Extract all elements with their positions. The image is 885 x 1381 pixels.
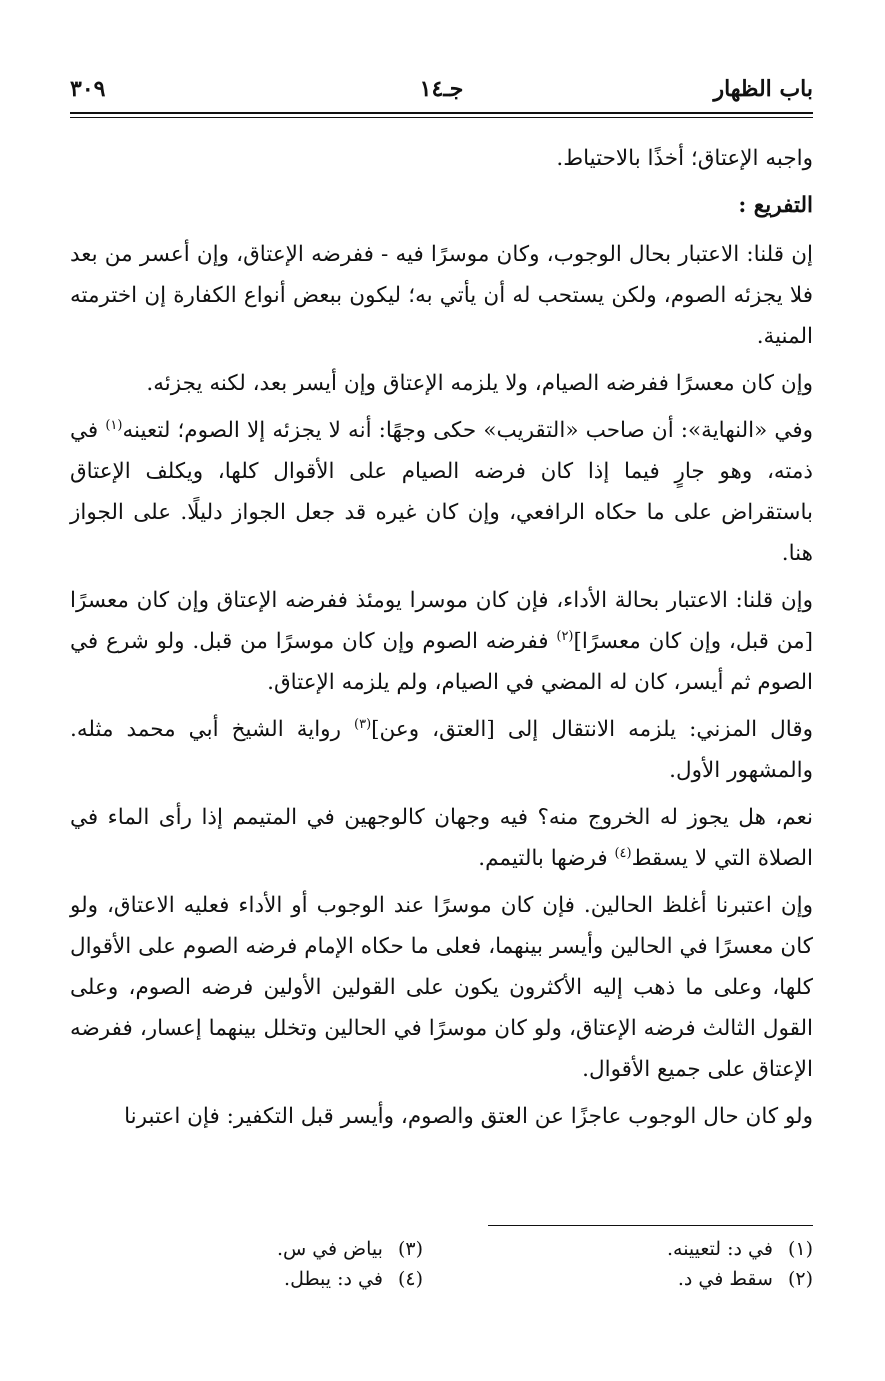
paragraph-text: وقال المزني: يلزمه الانتقال إلى [العتق، وعن]	[371, 717, 813, 742]
footnote-ref[interactable]: (١)	[105, 417, 123, 433]
paragraph: وإن كان معسرًا ففرضه الصيام، ولا يلزمه الإعتاق وإن أيسر بعد، لكنه يجزئه.	[146, 371, 813, 396]
footnote-column	[553, 1234, 813, 1294]
footnote	[553, 1264, 813, 1294]
footnote-ref[interactable]: (٢)	[556, 628, 574, 644]
paragraph-text: ففرضه الصوم وإن كان موسرًا من قبل. ولو شرع في الصوم ثم أيسر، كان له المضي في الصيام، ولم يلزمه الإعتاق.	[70, 629, 813, 695]
paragraph-text: في ذمته، وهو جارٍ فيما إذا كان فرضه الصيام على الأقوال كلها، ويكلف الإعتاق باستقراض على ما حكاه الرافعي، وإن كان غيره قد جعل الجواز دليلًا. على الجواز هنا.	[70, 418, 813, 566]
paragraph: وإن اعتبرنا أغلظ الحالين. فإن كان موسرًا عند الوجوب أو الأداء فعليه الاعتاق، ولو كان معسرًا في الحالين وأيسر بينهما، فعلى ما حكاه الإمام فرضه الصوم على الأقوال كلها، وعلى ما ذهب إليه الأكثرون يكون على القولين الأولين فرضه الصوم، وعلى القول الثالث فرضه الإعتاق، ولو كان موسرًا في الحالين وتخلل بينهما إعسار، ففرضه الإعتاق على جميع الأقوال.	[70, 893, 813, 1082]
footnote-number: (٢)	[787, 1268, 813, 1290]
paragraph: واجبه الإعتاق؛ أخذًا بالاحتياط.	[556, 146, 813, 171]
footnote-ref[interactable]: (٤)	[614, 845, 632, 861]
header-rule-thin	[70, 117, 813, 118]
paragraph: ولو كان حال الوجوب عاجزًا عن العتق والصوم، وأيسر قبل التكفير: فإن اعتبرنا	[124, 1104, 813, 1129]
paragraph-text: نعم، هل يجوز له الخروج منه؟ فيه وجهان كالوجهين في المتيمم إذا رأى الماء في الصلاة التي لا يسقط	[70, 805, 813, 871]
paragraph-text: رواية الشيخ أبي محمد مثله. والمشهور الأول.	[70, 717, 813, 783]
paragraph-text: فرضها بالتيمم.	[478, 846, 615, 871]
paragraph-text: وإن قلنا: الاعتبار بحالة الأداء، فإن كان موسرا يومئذ ففرضه الإعتاق وإن كان معسرًا [من قبل، وإن كان معسرًا]	[70, 588, 813, 654]
footnote-text: بياض في س.	[276, 1238, 383, 1260]
section-heading: التفريع :	[738, 193, 813, 218]
footnote	[163, 1234, 423, 1264]
paragraph-text: وفي «النهاية»: أن صاحب «التقريب» حكى وجهًا: أنه لا يجزئه إلا الصوم؛ لتعينه	[122, 418, 813, 443]
paragraph	[70, 580, 813, 703]
footnote-rule	[488, 1225, 813, 1226]
footnote-ref[interactable]: (٣)	[354, 716, 372, 732]
chapter-title: باب الظهار	[713, 76, 813, 102]
footnote-text: سقط في د.	[677, 1268, 773, 1290]
footnote-number: (١)	[787, 1238, 813, 1260]
footnote	[553, 1234, 813, 1264]
running-header	[70, 72, 813, 108]
footnote-number: (٣)	[397, 1238, 423, 1260]
volume-label: جـ١٤	[419, 76, 464, 102]
footnote-text: في د: يبطل.	[284, 1268, 383, 1290]
paragraph	[70, 709, 813, 791]
footnote-text: في د: لتعيينه.	[666, 1238, 773, 1260]
footnote-column	[163, 1234, 423, 1294]
footnote	[163, 1264, 423, 1294]
header-rule-thick	[70, 112, 813, 114]
footnote-number: (٤)	[397, 1268, 423, 1290]
page-number: ٣٠٩	[70, 76, 106, 102]
main-text	[70, 138, 813, 1143]
paragraph: إن قلنا: الاعتبار بحال الوجوب، وكان موسرًا فيه - ففرضه الإعتاق، وإن أعسر من بعد فلا يجزئه الصوم، ولكن يستحب له أن يأتي به؛ ليكون ببعض أنواع الكفارة إن اخترمته المنية.	[70, 242, 813, 349]
paragraph	[70, 410, 813, 574]
paragraph	[70, 797, 813, 879]
